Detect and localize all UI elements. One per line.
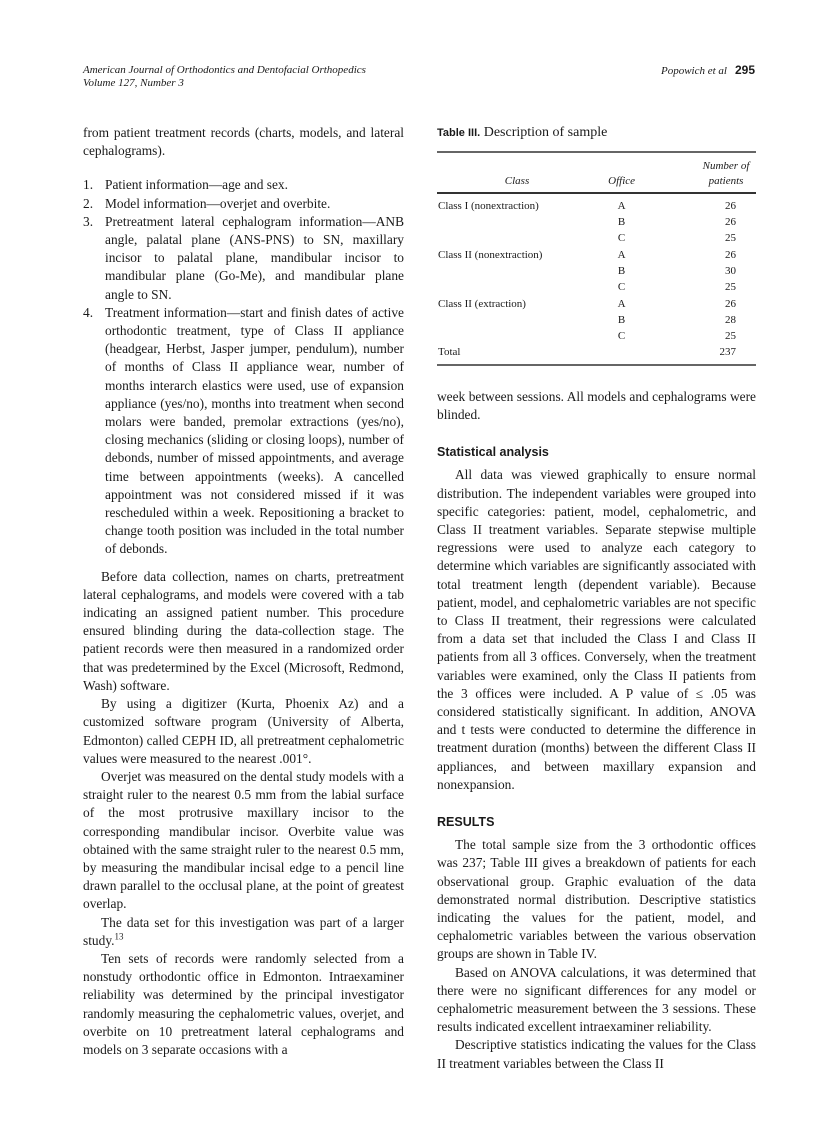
paragraph	[83, 914, 404, 950]
col-header: Class	[504, 174, 530, 187]
journal-volume: Volume 127, Number 3	[83, 77, 184, 89]
list-text: Pretreatment lateral cephalogram information—ANB angle, palatal plane (ANS-PNS) to SN, maxillary incisor to palatal plane, mandibular incisor to mandibular plane (Go-Me), and mandibular plane angle to SN.	[105, 213, 404, 302]
table-caption	[437, 124, 756, 142]
list-text: Model information—overjet and overbite.	[105, 195, 331, 211]
left-column	[83, 124, 404, 1059]
cell-class: Class II (extraction)	[438, 297, 526, 310]
paragraph: from patient treatment records (charts, models, and lateral cephalograms).	[83, 125, 404, 159]
running-header-left	[83, 64, 366, 90]
reference: 13	[114, 931, 124, 942]
list-number: 4.	[83, 304, 94, 320]
paragraph-text: The data set for this investigation was part of a larger study.	[83, 914, 404, 948]
cell-class: Total	[438, 346, 461, 359]
cell-count: 25	[725, 232, 736, 245]
table-row	[437, 328, 756, 344]
cell-office: C	[617, 281, 626, 294]
cell-class	[437, 263, 597, 279]
section-heading: RESULTS	[437, 815, 495, 830]
paragraph: Based on ANOVA calculations, it was determined that there were no significant differences for any model or cephalometric measurement between the 3 sessions. These results indicated excellent intraexaminer reliability.	[437, 964, 756, 1035]
paragraph: week between sessions. All models and cephalograms were blinded.	[437, 388, 756, 422]
table-row	[437, 279, 756, 295]
list-number: 3.	[83, 213, 94, 229]
paragraph: By using a digitizer (Kurta, Phoenix Az) and a customized software program (University of Alberta, Edmonton) called CEPH ID, all pretreatment cephalometric values were measured to the nearest .001°.	[83, 696, 404, 766]
cell-class: Class II (nonextraction)	[438, 248, 543, 261]
paragraph: Descriptive statistics indicating the values for the Class II treatment variables between the Class II	[437, 1037, 756, 1071]
cell-office: A	[617, 297, 626, 310]
paragraph: The total sample size from the 3 orthodontic offices was 237; Table III gives a breakdown of patients for each observational group. Graphic evaluation of the data demonstrated normal distribution. Descriptive statistics indicating the values for the patient, model, and cephalometric variables between the various observation groups are shown in Table IV.	[437, 837, 756, 962]
table-row	[437, 247, 756, 263]
paragraph: All data was viewed graphically to ensure normal distribution. The independent variables were grouped into specific categories: patient, model, cephalometric, and Class II treatment variables. Separate stepwise multiple regressions were used to analyze each category to determine which variables are significantly associated with total treatment length (dependent variable). Because patient, model, and cephalometric variables are not specific to Class II treatment, their regressions were calculated from a data set that included the Class I and Class II patients from all 3 offices. Conversely, when the treatment variables were examined, only the Class II patients from the 3 offices were included. A P value of ≤ .05 was considered statistically significant. In addition, ANOVA and t tests were conducted to determine the difference in treatment duration (months) between the different Class II appliances, and between maxillary expansion and nonexpansion.	[437, 467, 756, 792]
list-text: Treatment information—start and finish dates of active orthodontic treatment, type of Class II appliance (headgear, Herbst, Jasper jumper, pendulum), number of months of Class II appliance wear, number of months interarch elastics were used, use of expansion appliance (yes/no), months into treatment when second molars were banded, premolar extractions (yes/no), closing mechanics (sliding or closing loops), number of debonds, number of missed appointments, and average time between appointments (weeks). A cancelled appointment was not considered missed if it was rescheduled within a week. Repositioning a bracket to change tooth position was included in the total number of debonds.	[105, 304, 404, 557]
table-row	[437, 230, 756, 246]
cell-class	[437, 230, 597, 246]
right-column	[437, 124, 756, 1073]
cell-class: Class I (nonextraction)	[438, 199, 539, 212]
table-label: Table III.	[437, 127, 481, 139]
cell-count: 237	[719, 346, 736, 359]
cell-office: C	[617, 232, 626, 245]
cell-office: B	[617, 264, 626, 277]
list-text: Patient information—age and sex.	[105, 177, 288, 193]
cell-class	[437, 214, 597, 230]
paragraph: Overjet was measured on the dental study models with a straight ruler to the nearest 0.5 mm from the labial surface of the most protrusive maxillary incisor to the corresponding mandibular incisor. Overbite value was obtained with the same straight ruler to the nearest 0.5 mm, by measuring the mandibular incisal edge to a pencil line drawn parallel to the occlusal plane, at the point of greatest overlap.	[83, 768, 404, 912]
cell-office	[597, 344, 646, 364]
cell-count: 25	[725, 330, 736, 343]
col-header: Number of patients	[702, 160, 750, 187]
page-number: 295	[734, 63, 755, 77]
list-item	[83, 304, 404, 559]
cell-class	[437, 328, 597, 344]
cell-count: 25	[725, 281, 736, 294]
cell-office: B	[617, 313, 626, 326]
table-title: Description of sample	[483, 125, 608, 140]
cell-count: 26	[725, 248, 736, 261]
table-row	[437, 193, 756, 214]
authors: Popowich et al	[660, 65, 727, 77]
journal-name: American Journal of Orthodontics and Dentofacial Orthopedics	[83, 64, 366, 76]
sample-table	[437, 151, 756, 366]
cell-office: A	[617, 248, 626, 261]
table-row	[437, 312, 756, 328]
cell-office: B	[617, 216, 626, 229]
paragraph: Before data collection, names on charts, pretreatment lateral cephalograms, and models were covered with a tab indicating an assigned patient number. This procedure ensured blinding during the data-collection stage. The patient records were then measured in a randomized order that was predetermined by the Excel (Microsoft, Redmond, Wash) software.	[83, 568, 404, 693]
table-row	[437, 296, 756, 312]
running-header-right	[661, 64, 755, 78]
cell-office: A	[617, 199, 626, 212]
table-row	[437, 344, 756, 364]
cell-office: C	[617, 330, 626, 343]
cell-class	[437, 312, 597, 328]
section-heading: Statistical analysis	[437, 445, 549, 460]
cell-count: 26	[725, 216, 736, 229]
list-item	[83, 195, 404, 213]
list-number: 1.	[83, 177, 94, 193]
cell-count: 28	[725, 313, 736, 326]
list-number: 2.	[83, 195, 94, 211]
data-list	[83, 176, 404, 558]
cell-count: 26	[725, 297, 736, 310]
col-header: Office	[608, 174, 636, 187]
cell-count: 26	[725, 199, 736, 212]
table-row	[437, 214, 756, 230]
list-item	[83, 176, 404, 194]
list-item	[83, 213, 404, 304]
paragraph: Ten sets of records were randomly selected from a nonstudy orthodontic office in Edmonton. Intraexaminer reliability was determined by the principal investigator randomly measuring the cephalometric values, overjet, and overbite on 10 pretreatment lateral cephalograms and models on 3 separate occasions with a	[83, 950, 404, 1057]
cell-count: 30	[725, 264, 736, 277]
cell-class	[437, 279, 597, 295]
table-header-row	[437, 152, 756, 193]
table-row	[437, 263, 756, 279]
